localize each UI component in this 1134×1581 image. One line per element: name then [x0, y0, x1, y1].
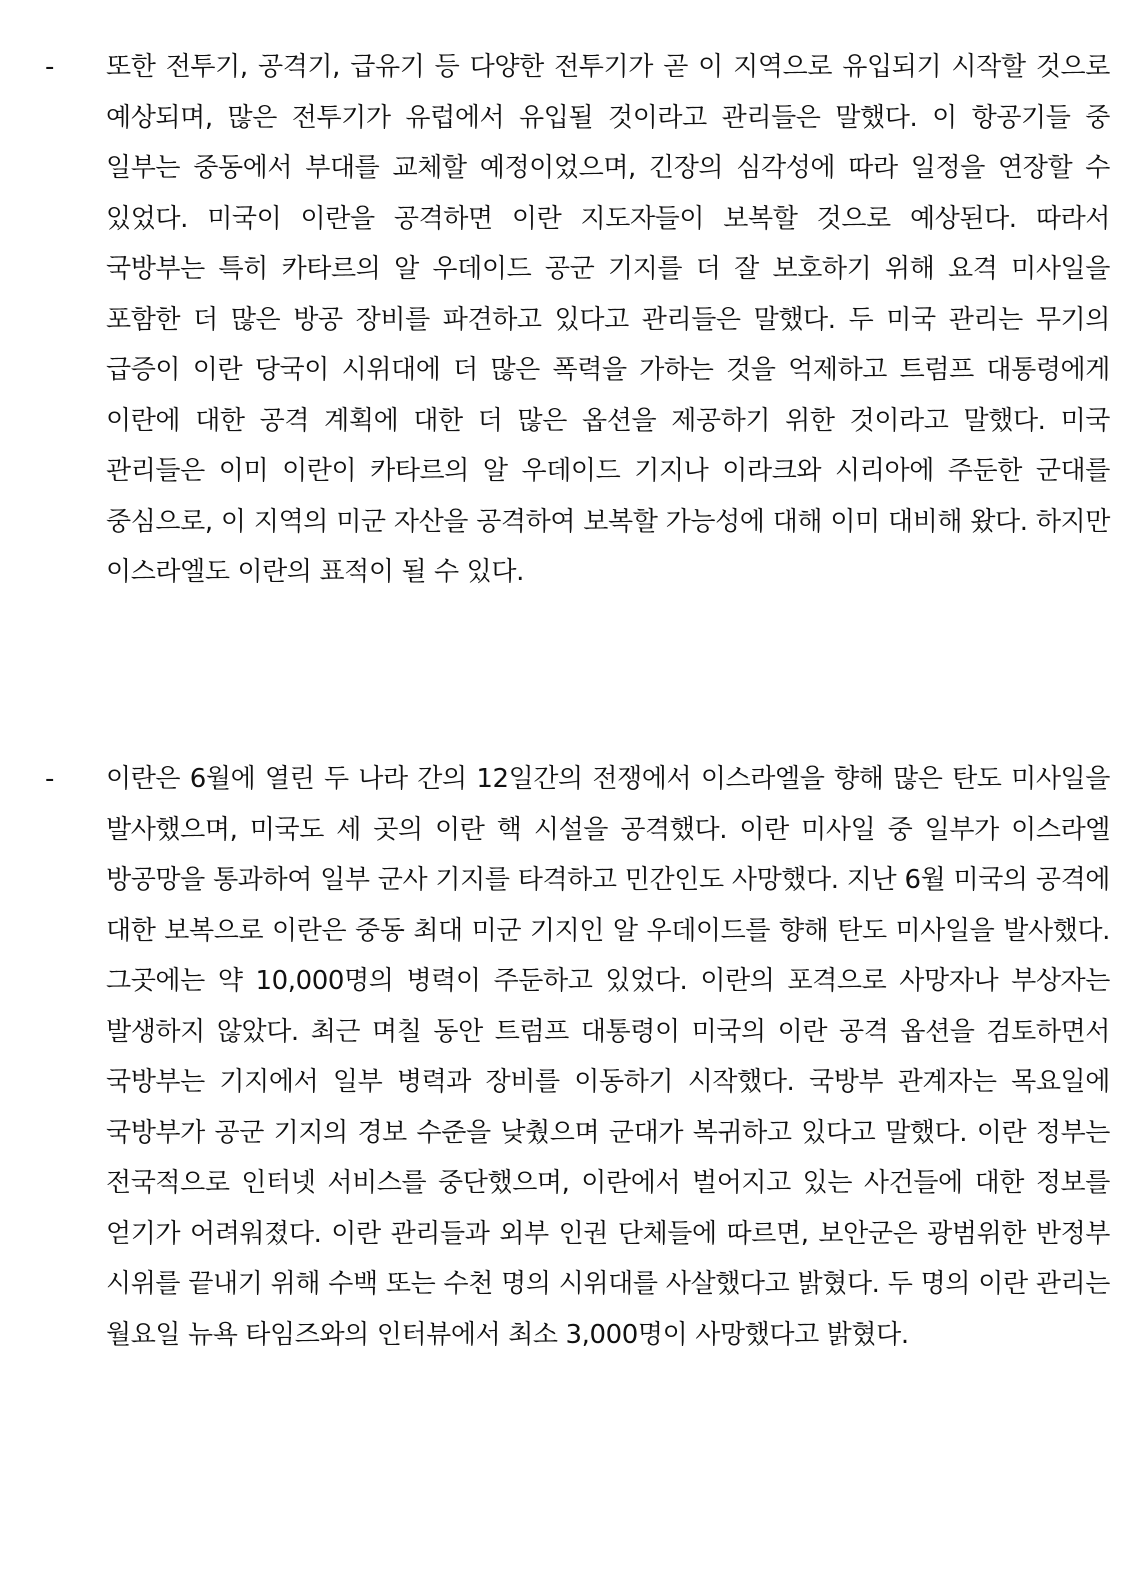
paragraph-text: 또한 전투기, 공격기, 급유기 등 다양한 전투기가 곧 이 지역으로 유입되기 시작할 것으로 예상되며, 많은 전투기가 유럽에서 유입될 것이라고 관리들은 말했다. 이 항공기들 중 일부는 중동에서 부대를 교체할 예정이었으며, 긴장의 심각성에 따라 일정을 연장할 수 있었다. 미국이 이란을 공격하면 이란 지도자들이 보복할 것으로 예상된다. 따라서 국방부는 특히 카타르의 알 우데이드 공군 기지를 더 잘 보호하기 위해 요격 미사일을 포함한 더 많은 방공 장비를 파견하고 있다고 관리들은 말했다. 두 미국 관리는 무기의 급증이 이란 당국이 시위대에 더 많은 폭력을 가하는 것을 억제하고 트럼프 대통령에게 이란에 대한 공격 계획에 대한 더 많은 옵션을 제공하기 위한 것이라고 말했다. 미국 관리들은 이미 이란이 카타르의 알 우데이드 기지나 이라크와 시리아에 주둔한 군대를 중심으로, 이 지역의 미군 자산을 공격하여 보복할 가능성에 대해 이미 대비해 왔다. 하지만 이스라엘도 이란의 표적이 될 수 있다.	[106, 52, 1110, 587]
bullet-marker: -	[45, 764, 55, 794]
bullet-marker: -	[45, 52, 55, 82]
paragraph-text: 이란은 6월에 열린 두 나라 간의 12일간의 전쟁에서 이스라엘을 향해 많은 탄도 미사일을 발사했으며, 미국도 세 곳의 이란 핵 시설을 공격했다. 이란 미사일 중 일부가 이스라엘 방공망을 통과하여 일부 군사 기지를 타격하고 민간인도 사망했다. 지난 6월 미국의 공격에 대한 보복으로 이란은 중동 최대 미군 기지인 알 우데이드를 향해 탄도 미사일을 발사했다. 그곳에는 약 10,000명의 병력이 주둔하고 있었다. 이란의 포격으로 사망자나 부상자는 발생하지 않았다. 최근 며칠 동안 트럼프 대통령이 미국의 이란 공격 옵션을 검토하면서 국방부는 기지에서 일부 병력과 장비를 이동하기 시작했다. 국방부 관계자는 목요일에 국방부가 공군 기지의 경보 수준을 낮췄으며 군대가 복귀하고 있다고 말했다. 이란 정부는 전국적으로 인터넷 서비스를 중단했으며, 이란에서 벌어지고 있는 사건들에 대한 정보를 얻기가 어려워졌다. 이란 관리들과 외부 인권 단체들에 따르면, 보안군은 광범위한 반정부 시위를 끝내기 위해 수백 또는 수천 명의 시위대를 사살했다고 밝혔다. 두 명의 이란 관리는 월요일 뉴욕 타임즈와의 인터뷰에서 최소 3,000명이 사망했다고 밝혔다.	[106, 764, 1110, 1350]
